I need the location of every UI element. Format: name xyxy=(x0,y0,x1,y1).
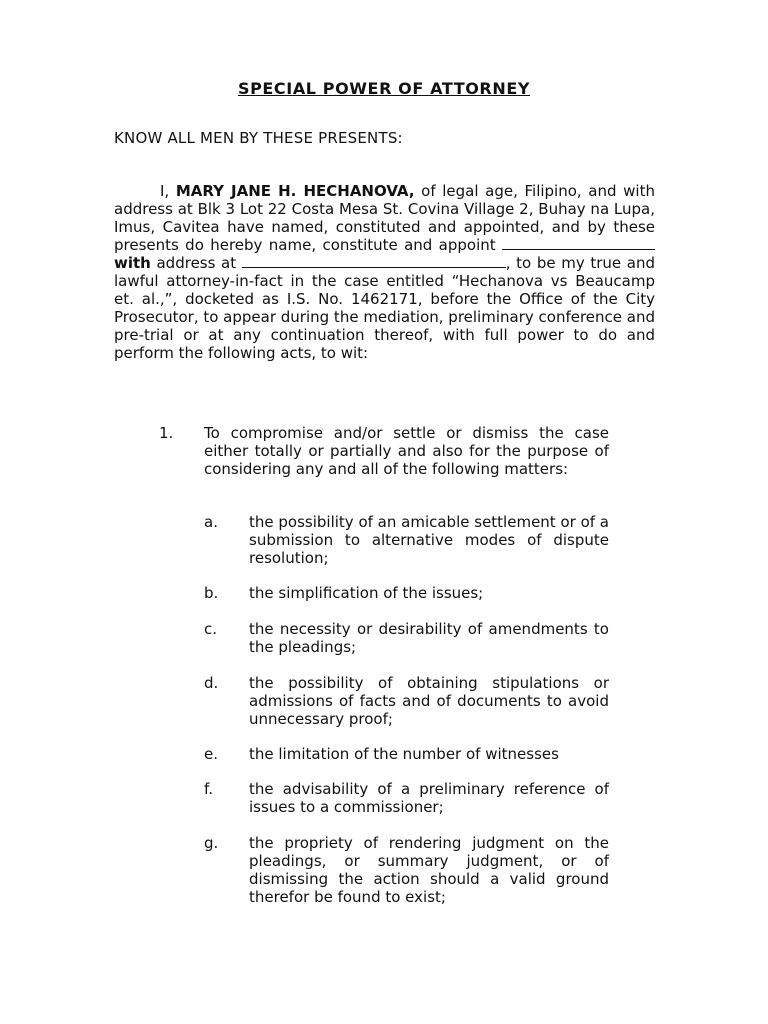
subitem-letter: e. xyxy=(204,745,218,763)
salutation: KNOW ALL MEN BY THESE PRESENTS: xyxy=(114,129,403,147)
subitem-text: the possibility of an amicable settlement or of a submission to alternative modes of dispute resolution; xyxy=(249,513,609,567)
subitem xyxy=(204,674,609,728)
subitem-letter: f. xyxy=(204,780,213,798)
attorney-name-blank xyxy=(502,236,655,250)
intro-paragraph xyxy=(114,182,655,362)
intro-part2: address at xyxy=(150,254,242,272)
subitem xyxy=(204,834,609,906)
subitem xyxy=(204,745,609,763)
with-word: with xyxy=(114,254,151,272)
subitem-letter: a. xyxy=(204,513,218,531)
subitem-letter: d. xyxy=(204,674,219,692)
subitem-text: the simplification of the issues; xyxy=(249,584,484,602)
item-number: 1. xyxy=(159,424,174,442)
item-text: To compromise and/or settle or dismiss the case either totally or partially and also for the purpose of considering any and all of the following matters: xyxy=(204,424,609,478)
attorney-address-blank xyxy=(242,254,506,268)
subitem-text: the necessity or desirability of amendments to the pleadings; xyxy=(249,620,609,656)
intro-prefix: I, xyxy=(160,182,176,200)
subitem-text: the propriety of rendering judgment on the pleadings, or summary judgment, or of dismissing the action should a valid ground therefor be found to exist; xyxy=(249,834,609,906)
subitem xyxy=(204,620,609,656)
subitem xyxy=(204,584,609,602)
intro-part1: of legal age, Filipino, and with address at Blk 3 Lot 22 Costa Mesa St. Covina Village 2, Buhay na Lupa, Imus, Cavitea have named, constituted and appointed, and by these presents do hereby name, constitute and appoint xyxy=(114,182,655,254)
document-title: SPECIAL POWER OF ATTORNEY xyxy=(237,79,531,98)
subitem-text: the possibility of obtaining stipulations or admissions of facts and of documents to avoid unnecessary proof; xyxy=(249,674,609,728)
subitem xyxy=(204,780,609,816)
subitem-text: the limitation of the number of witnesses xyxy=(249,745,559,763)
subitem-text: the advisability of a preliminary reference of issues to a commissioner; xyxy=(249,780,609,816)
subitem-letter: c. xyxy=(204,620,218,638)
grantor-name: MARY JANE H. HECHANOVA, xyxy=(175,182,415,200)
subitem-letter: g. xyxy=(204,834,219,852)
intro-part3: , to be my true and lawful attorney-in-fact in the case entitled “Hechanova vs Beaucamp et. al.,”, docketed as I.S. No. 1462171, before the Office of the City Prosecutor, to appear during the mediation, preliminary conference and pre-trial or at any continuation thereof, with full power to do and perform the following acts, to wit: xyxy=(114,254,655,362)
subitem xyxy=(204,513,609,567)
subitem-letter: b. xyxy=(204,584,219,602)
